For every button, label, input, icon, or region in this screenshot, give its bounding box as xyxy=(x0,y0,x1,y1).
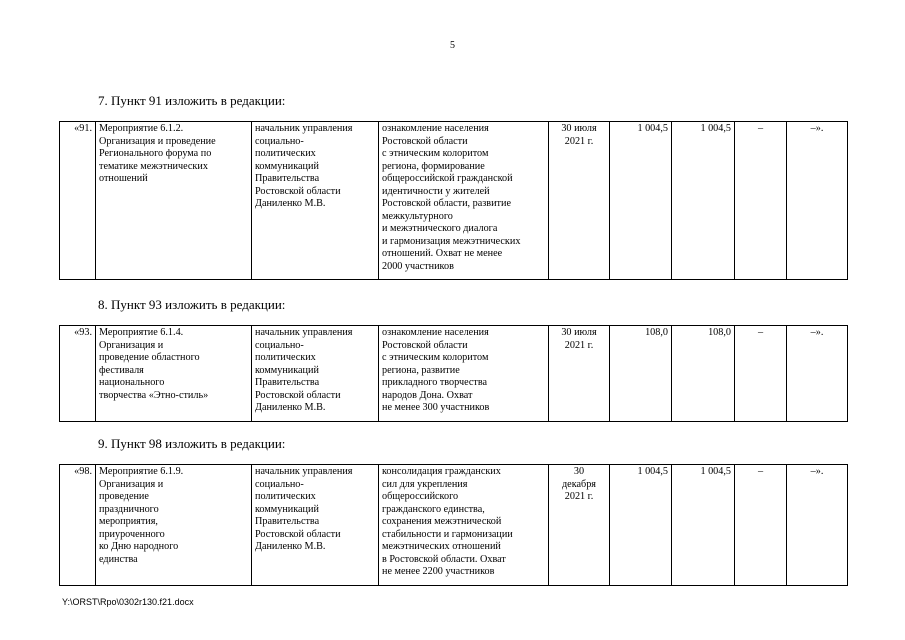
value-2: 1 004,5 xyxy=(672,122,735,280)
result-line: сил для укрепления xyxy=(382,478,468,490)
event-line: проведение xyxy=(99,491,149,502)
result-line: не менее 2200 участников xyxy=(382,566,495,577)
result-line: общероссийского xyxy=(382,491,459,502)
result-line: региона, формирование xyxy=(382,160,485,172)
result-line: гражданского единства, xyxy=(382,503,485,515)
result-line: межкультурного xyxy=(382,210,453,222)
result-line: отношений. Охват не менее xyxy=(382,248,503,259)
event-line: Мероприятие 6.1.2. xyxy=(99,123,184,134)
event-line: Организация и проведение xyxy=(99,135,216,147)
event-line: единства xyxy=(99,553,138,565)
event-line: национального xyxy=(99,377,165,388)
value-1: 108,0 xyxy=(610,326,672,422)
result-line: с этническим колоритом xyxy=(382,352,489,363)
responsible-line: начальник управления xyxy=(255,466,353,477)
event-line: праздничного xyxy=(99,503,159,515)
result-line: Ростовской области, развитие xyxy=(382,198,511,209)
value-1: 1 004,5 xyxy=(610,465,672,586)
result-line: ознакомление населения xyxy=(382,327,489,338)
responsible-cell xyxy=(252,465,379,586)
responsible-line: коммуникаций xyxy=(255,503,319,515)
result-line: межэтнических отношений xyxy=(382,541,501,552)
responsible-line: Правительства xyxy=(255,173,320,184)
value-1: 1 004,5 xyxy=(610,122,672,280)
event-line: Регионального форума по xyxy=(99,148,212,159)
result-line: народов Дона. Охват xyxy=(382,389,473,401)
responsible-line: Ростовской области xyxy=(255,528,341,540)
responsible-line: начальник управления xyxy=(255,123,353,134)
page-number: 5 xyxy=(450,40,455,51)
responsible-line: политических xyxy=(255,491,316,502)
item-number: «91. xyxy=(60,122,96,280)
result-line: ознакомление населения xyxy=(382,123,489,134)
responsible-line: Правительства xyxy=(255,377,320,388)
responsible-line: коммуникаций xyxy=(255,364,319,376)
result-line: идентичности у жителей xyxy=(382,185,490,197)
responsible-cell xyxy=(252,326,379,422)
responsible-line: социально- xyxy=(255,478,304,490)
table-item-91 xyxy=(59,121,848,280)
event-line: Мероприятие 6.1.4. xyxy=(99,327,184,338)
responsible-line: Даниленко М.В. xyxy=(255,402,326,413)
responsible-line: политических xyxy=(255,148,316,159)
responsible-line: Правительства xyxy=(255,516,320,527)
result-line: сохранения межэтнической xyxy=(382,516,502,527)
event-line: отношений xyxy=(99,173,148,184)
responsible-cell xyxy=(252,122,379,280)
value-2: 1 004,5 xyxy=(672,465,735,586)
event-line: творчества «Этно-стиль» xyxy=(99,389,209,401)
responsible-line: Даниленко М.В. xyxy=(255,541,326,552)
result-line: стабильности и гармонизации xyxy=(382,528,513,540)
end-cell: –». xyxy=(787,122,848,280)
result-line: и гармонизация межэтнических xyxy=(382,235,521,247)
item-number: «93. xyxy=(60,326,96,422)
date-cell xyxy=(549,326,610,422)
event-line: проведение областного xyxy=(99,352,200,363)
value-2: 108,0 xyxy=(672,326,735,422)
result-line: Ростовской области xyxy=(382,339,468,351)
section-heading-91: 7. Пункт 91 изложить в редакции: xyxy=(98,93,286,108)
result-cell xyxy=(379,326,549,422)
date-line: декабря xyxy=(562,478,596,490)
responsible-line: политических xyxy=(255,352,316,363)
event-line: ко Дню народного xyxy=(99,541,179,552)
section-heading-93: 8. Пункт 93 изложить в редакции: xyxy=(98,297,286,312)
table-item-98 xyxy=(59,464,848,586)
dash-cell: – xyxy=(735,465,787,586)
result-line: и межэтнического диалога xyxy=(382,223,498,234)
date-line: 30 июля xyxy=(561,327,597,338)
date-line: 2021 г. xyxy=(564,339,594,351)
event-line: Организация и xyxy=(99,339,164,351)
responsible-line: социально- xyxy=(255,135,304,147)
responsible-line: социально- xyxy=(255,339,304,351)
result-line: 2000 участников xyxy=(382,260,454,272)
event-line: тематике межэтнических xyxy=(99,160,208,172)
event-cell xyxy=(96,122,252,280)
end-cell: –». xyxy=(787,326,848,422)
result-cell xyxy=(379,465,549,586)
result-cell xyxy=(379,122,549,280)
date-cell xyxy=(549,465,610,586)
event-cell xyxy=(96,326,252,422)
result-line: прикладного творчества xyxy=(382,377,488,388)
end-cell: –». xyxy=(787,465,848,586)
date-line: 30 июля xyxy=(561,123,597,134)
result-line: не менее 300 участников xyxy=(382,402,490,413)
table-item-93 xyxy=(59,325,848,422)
result-line: в Ростовской области. Охват xyxy=(382,553,506,565)
event-line: Мероприятие 6.1.9. xyxy=(99,466,184,477)
section-heading-98: 9. Пункт 98 изложить в редакции: xyxy=(98,436,286,451)
dash-cell: – xyxy=(735,326,787,422)
event-line: фестиваля xyxy=(99,364,144,376)
result-line: консолидация гражданских xyxy=(382,466,501,477)
dash-cell: – xyxy=(735,122,787,280)
date-line: 2021 г. xyxy=(564,135,594,147)
event-cell xyxy=(96,465,252,586)
date-line: 2021 г. xyxy=(564,491,594,502)
result-line: региона, развитие xyxy=(382,364,460,376)
responsible-line: коммуникаций xyxy=(255,160,319,172)
date-line: 30 xyxy=(573,466,585,477)
responsible-line: Ростовской области xyxy=(255,389,341,401)
event-line: приуроченного xyxy=(99,528,165,540)
table-row xyxy=(60,465,848,586)
table-row xyxy=(60,122,848,280)
table-row xyxy=(60,326,848,422)
result-line: Ростовской области xyxy=(382,135,468,147)
event-line: мероприятия, xyxy=(99,516,158,527)
responsible-line: Ростовской области xyxy=(255,185,341,197)
date-cell xyxy=(549,122,610,280)
result-line: с этническим колоритом xyxy=(382,148,489,159)
responsible-line: начальник управления xyxy=(255,327,353,338)
responsible-line: Даниленко М.В. xyxy=(255,198,326,209)
item-number: «98. xyxy=(60,465,96,586)
event-line: Организация и xyxy=(99,478,164,490)
result-line: общероссийской гражданской xyxy=(382,173,513,184)
file-path-footer: Y:\ORST\Rpo\0302r130.f21.docx xyxy=(62,597,194,607)
